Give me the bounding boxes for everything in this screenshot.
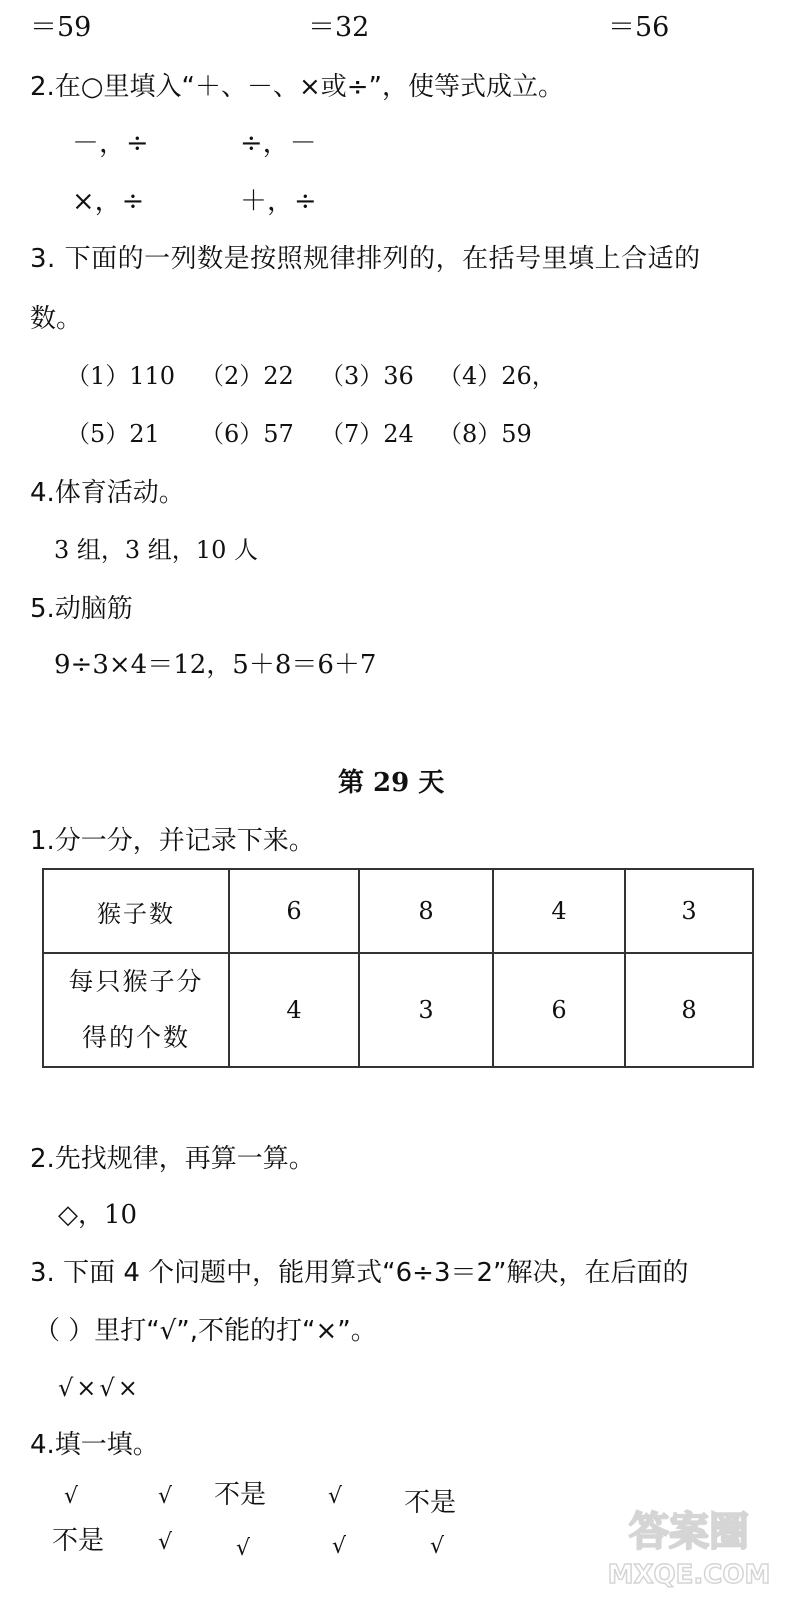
q5-answer: 9÷3×4＝12，5＋8＝6＋7 <box>54 650 377 680</box>
d29-q4-r1-2: √ <box>158 1484 173 1509</box>
q3-item-6: （6）57 <box>200 420 294 448</box>
monkey-table <box>42 868 754 1068</box>
q3-title-line2: 数。 <box>30 304 83 334</box>
d29-q4-r1-3: 不是 <box>214 1480 267 1510</box>
d29-q4-r2-2: √ <box>158 1530 173 1555</box>
d29-q4-r2-3: √ <box>236 1536 251 1561</box>
watermark-logo <box>594 1497 784 1592</box>
q4-title: 4.体育活动。 <box>30 478 185 508</box>
q3-item-4: （4）26， <box>438 362 556 390</box>
d29-q4-r1-5: 不是 <box>404 1488 457 1518</box>
d29-q4-r2-4: √ <box>332 1534 347 1559</box>
table-cell: 8 <box>418 897 434 925</box>
d29-q4-r1-1: √ <box>64 1484 79 1509</box>
q3-title-line1: 3. 下面的一列数是按照规律排列的，在括号里填上合适的 <box>30 244 701 274</box>
table-cell: 6 <box>286 897 302 925</box>
d29-q4-title: 4.填一填。 <box>30 1430 159 1460</box>
q3-item-2: （2）22 <box>200 362 294 390</box>
table-cell: 6 <box>551 996 567 1024</box>
q3-item-3: （3）36 <box>320 362 414 390</box>
d29-q2-title: 2.先找规律，再算一算。 <box>30 1144 315 1174</box>
watermark-text-bottom: MXQE.COM <box>607 1560 771 1590</box>
q2-answer-2: ÷，－ <box>240 128 317 159</box>
q3-item-5: （5）21 <box>66 420 160 448</box>
q4-answer: 3 组，3 组，10 人 <box>54 536 258 564</box>
q3-item-8: （8）59 <box>438 420 532 448</box>
q2-answer-4: ＋，÷ <box>240 186 317 217</box>
d29-q3-answer: √×√× <box>58 1374 141 1402</box>
q3-item-1: （1）110 <box>66 362 176 390</box>
q2-answer-1: －，÷ <box>72 128 149 159</box>
result-1: ＝59 <box>30 12 92 43</box>
table-header-line2: 得的个数 <box>81 1023 190 1052</box>
table-header-monkeys: 猴子数 <box>97 899 175 928</box>
q3-item-7: （7）24 <box>320 420 414 448</box>
result-3: ＝56 <box>608 12 670 43</box>
table-header-per-monkey <box>44 954 228 1066</box>
table-cell: 3 <box>418 996 434 1024</box>
day29-heading: 第 29 天 <box>338 768 445 798</box>
table-cell: 4 <box>551 897 567 925</box>
d29-q3-title-line2: （ ）里打“√”,不能的打“×”。 <box>34 1316 377 1346</box>
d29-q3-title-line1: 3. 下面 4 个问题中，能用算式“6÷3＝2”解决，在后面的 <box>30 1258 689 1288</box>
d29-q1-title: 1.分一分，并记录下来。 <box>30 826 315 856</box>
q2-answer-3: ×，÷ <box>72 186 145 217</box>
d29-q4-r2-1: 不是 <box>52 1526 105 1556</box>
table-cell: 8 <box>681 996 697 1024</box>
d29-q2-answer: ◇，10 <box>58 1200 138 1230</box>
d29-q4-r1-4: √ <box>328 1484 343 1509</box>
table-cell: 4 <box>286 996 302 1024</box>
q2-title: 2.在○里填入“＋、－、×或÷”，使等式成立。 <box>30 72 565 102</box>
q5-title: 5.动脑筋 <box>30 594 133 624</box>
result-2: ＝32 <box>308 12 370 43</box>
d29-q4-r2-5: √ <box>430 1534 445 1559</box>
watermark-text-top: 答案圈 <box>629 1509 749 1555</box>
table-header-line1: 每只猴子分 <box>68 967 204 996</box>
table-cell: 3 <box>681 897 697 925</box>
